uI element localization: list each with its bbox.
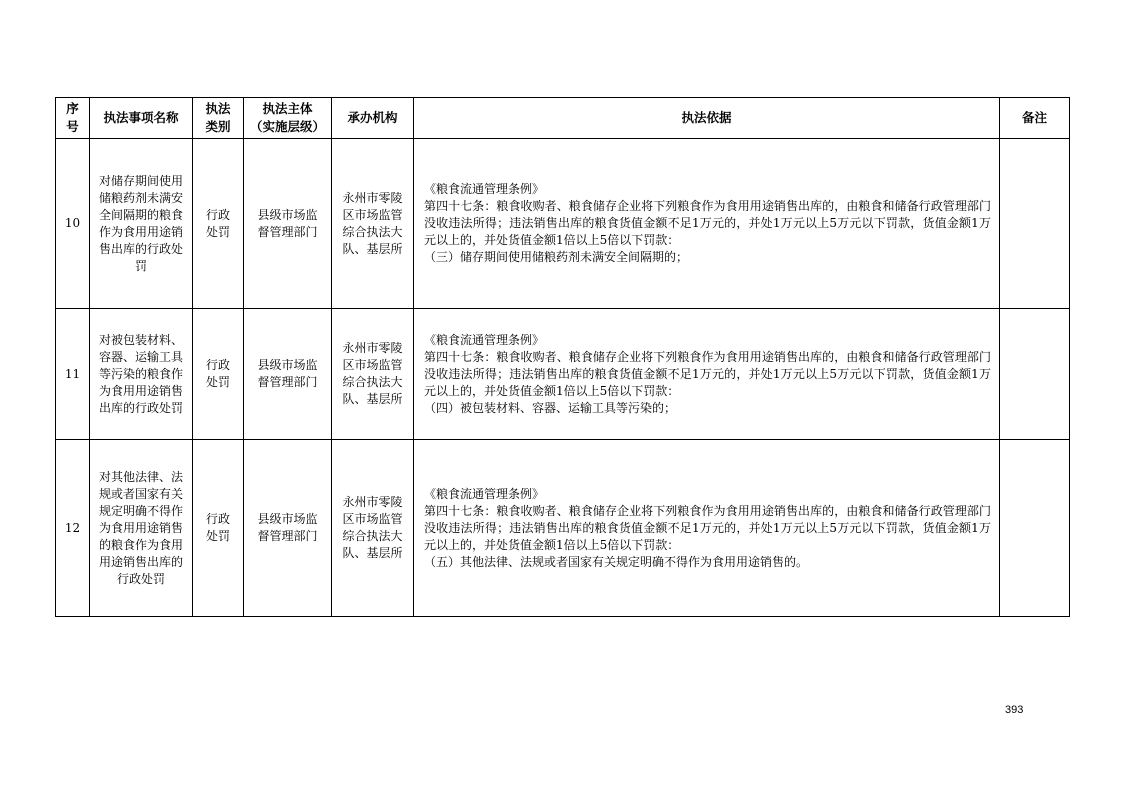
basis-body: 第四十七条：粮食收购者、粮食储存企业将下列粮食作为食用用途销售出库的，由粮食和储备行政管理部门没收违法所得；违法销售出库的粮食货值金额不足1万元的，并处1万元以上5万元以下罚款，货值金额1万元以上的，并处货值金额1倍以上5倍以下罚款： bbox=[424, 199, 991, 247]
row-agency: 永州市零陵 区市场监管 综合执法大 队、基层所 bbox=[332, 139, 414, 309]
header-subject: 执法主体 （实施层级） bbox=[244, 98, 332, 139]
table-row bbox=[56, 440, 1070, 617]
table-row bbox=[56, 139, 1070, 309]
basis-title: 《粮食流通管理条例》 bbox=[424, 182, 545, 196]
row-remark bbox=[1000, 139, 1070, 309]
row-basis bbox=[414, 440, 1000, 617]
row-category: 行政 处罚 bbox=[193, 440, 244, 617]
header-seq: 序 号 bbox=[56, 98, 90, 139]
table-header-row bbox=[56, 98, 1070, 139]
row-subject: 县级市场监 督管理部门 bbox=[244, 309, 332, 440]
header-name: 执法事项名称 bbox=[90, 98, 193, 139]
row-remark bbox=[1000, 440, 1070, 617]
basis-body: 第四十七条：粮食收购者、粮食储存企业将下列粮食作为食用用途销售出库的，由粮食和储备行政管理部门没收违法所得；违法销售出库的粮食货值金额不足1万元的，并处1万元以上5万元以下罚款，货值金额1万元以上的，并处货值金额1倍以上5倍以下罚款： bbox=[424, 503, 991, 552]
row-item-name: 对其他法律、法规或者国家有关规定明确不得作为食用用途销售的粮食作为食用用途销售出库的行政处罚 bbox=[90, 440, 193, 617]
basis-item: （三）储存期间使用储粮药剂未满安全间隔期的； bbox=[424, 250, 689, 264]
row-category: 行政 处罚 bbox=[193, 309, 244, 440]
header-remark: 备注 bbox=[1000, 98, 1070, 139]
row-item-name: 对被包装材料、容器、运输工具等污染的粮食作为食用用途销售出库的行政处罚 bbox=[90, 309, 193, 440]
row-agency: 永州市零陵 区市场监管 综合执法大 队、基层所 bbox=[332, 309, 414, 440]
basis-body: 第四十七条：粮食收购者、粮食储存企业将下列粮食作为食用用途销售出库的，由粮食和储备行政管理部门没收违法所得；违法销售出库的粮食货值金额不足1万元的，并处1万元以上5万元以下罚款，货值金额1万元以上的，并处货值金额1倍以上5倍以下罚款： bbox=[424, 349, 991, 398]
table-row bbox=[56, 309, 1070, 440]
row-remark bbox=[1000, 309, 1070, 440]
row-seq: 11 bbox=[56, 309, 90, 440]
header-category: 执法 类别 bbox=[193, 98, 244, 139]
page-number: 393 bbox=[1005, 704, 1024, 716]
header-basis: 执法依据 bbox=[414, 98, 1000, 139]
row-seq: 12 bbox=[56, 440, 90, 617]
header-agency: 承办机构 bbox=[332, 98, 414, 139]
basis-title: 《粮食流通管理条例》 bbox=[424, 486, 545, 501]
row-category: 行政 处罚 bbox=[193, 139, 244, 309]
row-subject: 县级市场监 督管理部门 bbox=[244, 440, 332, 617]
basis-item: （五）其他法律、法规或者国家有关规定明确不得作为食用用途销售的。 bbox=[424, 554, 809, 569]
enforcement-table bbox=[55, 97, 1070, 617]
row-subject: 县级市场监 督管理部门 bbox=[244, 139, 332, 309]
row-agency: 永州市零陵 区市场监管 综合执法大 队、基层所 bbox=[332, 440, 414, 617]
row-item-name: 对储存期间使用储粮药剂未满安全间隔期的粮食作为食用用途销售出库的行政处罚 bbox=[90, 139, 193, 309]
row-seq: 10 bbox=[56, 139, 90, 309]
row-basis bbox=[414, 139, 1000, 309]
basis-title: 《粮食流通管理条例》 bbox=[424, 332, 545, 347]
row-basis bbox=[414, 309, 1000, 440]
basis-item: （四）被包装材料、容器、运输工具等污染的； bbox=[424, 400, 677, 415]
